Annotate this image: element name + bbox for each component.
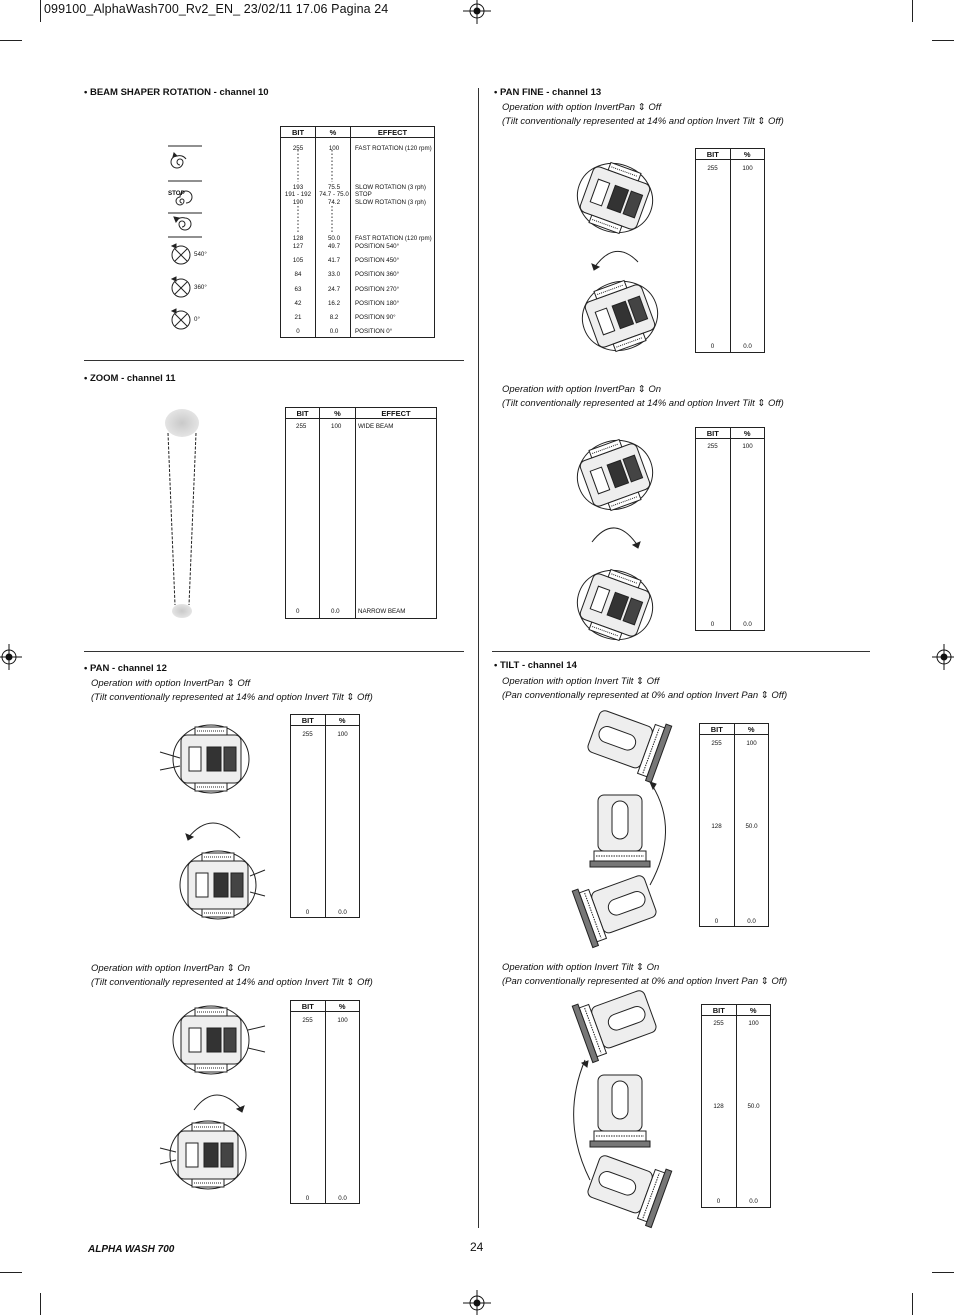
- col-header-effect: EFFECT: [351, 127, 435, 138]
- table-cell-bit: 0: [714, 918, 719, 925]
- fixture-top-view-icon: [573, 271, 668, 361]
- deg0-label: 0°: [194, 316, 200, 323]
- tilt-note-1: (Pan conventionally represented at 0% and option Invert Pan ⇕ Off): [502, 690, 788, 701]
- col-header-bit: BIT: [700, 724, 735, 735]
- fixture-top-view-icon: [568, 430, 663, 520]
- rotation-arrow-icon: [188, 823, 240, 838]
- section-title-pan: • PAN - channel 12: [84, 663, 167, 674]
- table-cell-effect: POSITION 180°: [355, 300, 400, 307]
- table-cell-effect: POSITION 450°: [355, 257, 400, 264]
- table-cell-pct: 24.7: [327, 286, 341, 293]
- fixture-top-view-icon: [568, 560, 663, 650]
- table-cell-pct: 0.0: [338, 909, 347, 916]
- deg540-label: 540°: [194, 251, 207, 258]
- tilt-arrow-icon: [650, 785, 666, 885]
- col-header-bit: BIT: [702, 1005, 737, 1016]
- table-cell-pct: 100: [742, 443, 753, 450]
- section-title-pan-fine: • PAN FINE - channel 13: [494, 87, 602, 98]
- table-cell-pct: 50.0: [745, 823, 758, 830]
- table-cell-pct: 16.2: [327, 300, 341, 307]
- panfine-note-2: (Tilt conventionally represented at 14% and option Invert Tilt ⇕ Off): [502, 398, 784, 409]
- table-cell-bit: 255: [707, 165, 718, 172]
- col-header-pct: %: [730, 149, 765, 160]
- panfine-note-1: (Tilt conventionally represented at 14% and option Invert Tilt ⇕ Off): [502, 116, 784, 127]
- table-cell-bit: 255: [302, 731, 313, 738]
- table-cell-pct: 8.2: [329, 314, 339, 321]
- col-header-effect: EFFECT: [356, 408, 437, 419]
- col-header-pct: %: [325, 715, 360, 726]
- tilt-op-1: Operation with option Invert Tilt ⇕ Off: [502, 676, 660, 687]
- table-cell-pct: 0.0: [329, 328, 339, 335]
- table-cell-bit: 255: [711, 740, 722, 747]
- table-cell-bit: 128: [713, 1103, 724, 1110]
- col-header-pct: %: [316, 127, 351, 138]
- table-cell-bit: 0: [305, 909, 310, 916]
- table-cell-bit: 128: [292, 235, 304, 242]
- table-cell-bit: 84: [294, 271, 302, 278]
- file-header: 099100_AlphaWash700_Rv2_EN_ 23/02/11 17.06 Pagina 24: [44, 2, 389, 16]
- col-header-bit: BIT: [696, 428, 731, 439]
- fixture-top-view-icon: [568, 153, 663, 243]
- rotation-arrow-icon: [592, 528, 638, 546]
- table-cell-bit: 0: [710, 621, 715, 628]
- table-cell-effect: STOP: [355, 191, 372, 198]
- fixture-top-view-icon: [173, 1006, 249, 1074]
- col-header-bit: BIT: [286, 408, 320, 419]
- rotation-arrow-icon: [194, 1095, 242, 1110]
- table-cell-pct: 100: [328, 145, 340, 152]
- table-cell-effect: SLOW ROTATION (3 rph): [355, 199, 426, 206]
- table-cell-effect: POSITION 540°: [355, 243, 400, 250]
- table-cell-bit: 42: [294, 300, 302, 307]
- table-cell-bit: 21: [294, 314, 302, 321]
- table-cell-bit: 193: [292, 184, 304, 191]
- table-cell-effect: FAST ROTATION (120 rpm): [355, 145, 432, 152]
- table-cell-pct: 100: [748, 1020, 759, 1027]
- table-cell-bit: 255: [707, 443, 718, 450]
- col-header-bit: BIT: [291, 1001, 326, 1012]
- col-header-pct: %: [736, 1005, 771, 1016]
- table-cell-bit: 0: [296, 328, 300, 335]
- fixture-side-view-icon: [590, 1075, 650, 1147]
- col-header-pct: %: [734, 724, 769, 735]
- section-title-beam-shaper: • BEAM SHAPER ROTATION - channel 10: [84, 87, 269, 98]
- table-cell-bit: 190: [292, 199, 304, 206]
- table-cell-pct: 33.0: [327, 271, 341, 278]
- fixture-side-view-icon: [584, 702, 672, 783]
- table-cell-effect: POSITION 90°: [355, 314, 396, 321]
- zoom-bottom-pct: 0.0: [331, 608, 340, 615]
- col-header-bit: BIT: [696, 149, 731, 160]
- zoom-top-bit: 255: [296, 423, 307, 430]
- pan-op-2: Operation with option InvertPan ⇕ On: [91, 963, 250, 974]
- table-cell-pct: 100: [337, 1017, 348, 1024]
- fixture-side-view-icon: [572, 982, 660, 1063]
- table-cell-pct: 74.2: [327, 199, 341, 206]
- fixture-side-view-icon: [584, 1147, 672, 1228]
- table-cell-pct: 0.0: [749, 1198, 758, 1205]
- table-cell-effect: POSITION 270°: [355, 286, 400, 293]
- table-cell-bit: 0: [305, 1195, 310, 1202]
- table-cell-pct: 0.0: [338, 1195, 347, 1202]
- table-cell-pct: 0.0: [743, 621, 752, 628]
- footer-product: ALPHA WASH 700: [88, 1244, 175, 1255]
- tilt-arrow-icon: [574, 1060, 590, 1180]
- table-cell-bit: 127: [292, 243, 304, 250]
- rotation-arrow-icon: [594, 251, 638, 268]
- panfine-op-1: Operation with option InvertPan ⇕ Off: [502, 102, 661, 113]
- table-cell-pct: 0.0: [743, 343, 752, 350]
- stop-label: STOP: [168, 190, 185, 197]
- pan-op-1: Operation with option InvertPan ⇕ Off: [91, 678, 250, 689]
- col-header-pct: %: [325, 1001, 360, 1012]
- table-cell-bit: 255: [302, 1017, 313, 1024]
- fixture-top-view-icon: [170, 1121, 246, 1189]
- table-cell-bit: 255: [292, 145, 304, 152]
- fixture-top-view-icon: [180, 851, 256, 919]
- zoom-bottom-effect: NARROW BEAM: [358, 608, 406, 615]
- section-title-zoom: • ZOOM - channel 11: [84, 373, 176, 384]
- table-cell-pct: 41.7: [327, 257, 341, 264]
- col-header-bit: BIT: [291, 715, 326, 726]
- table-cell-bit: 255: [713, 1020, 724, 1027]
- col-header-pct: %: [730, 428, 765, 439]
- fixture-side-view-icon: [572, 867, 660, 948]
- table-cell-bit: 128: [711, 823, 722, 830]
- section-title-tilt: • TILT - channel 14: [494, 660, 577, 671]
- deg360-label: 360°: [194, 284, 207, 291]
- col-header-bit: BIT: [281, 127, 316, 138]
- table-cell-bit: 63: [294, 286, 302, 293]
- table-cell-effect: POSITION 360°: [355, 271, 400, 278]
- table-cell-pct: 74.7 - 75.0: [319, 191, 349, 198]
- table-cell-bit: 0: [710, 343, 715, 350]
- panfine-op-2: Operation with option InvertPan ⇕ On: [502, 384, 661, 395]
- table-cell-pct: 75.5: [327, 184, 341, 191]
- table-cell-pct: 0.0: [747, 918, 756, 925]
- table-cell-bit: 105: [292, 257, 304, 264]
- table-cell-effect: SLOW ROTATION (3 rph): [355, 184, 426, 191]
- table-cell-effect: POSITION 0°: [355, 328, 393, 335]
- zoom-bottom-bit: 0: [296, 608, 300, 615]
- tilt-note-2: (Pan conventionally represented at 0% and option Invert Pan ⇕ Off): [502, 976, 788, 987]
- table-cell-bit: 0: [716, 1198, 721, 1205]
- table-cell-pct: 50.0: [747, 1103, 760, 1110]
- table-cell-pct: 50.0: [327, 235, 341, 242]
- pan-note-1: (Tilt conventionally represented at 14% and option Invert Tilt ⇕ Off): [91, 692, 373, 703]
- table-cell-pct: 49.7: [327, 243, 341, 250]
- fixture-top-view-icon: [173, 725, 249, 793]
- table-cell-pct: 100: [337, 731, 348, 738]
- table-cell-effect: FAST ROTATION (120 rpm): [355, 235, 432, 242]
- tilt-op-2: Operation with option Invert Tilt ⇕ On: [502, 962, 660, 973]
- pan-note-2: (Tilt conventionally represented at 14% and option Invert Tilt ⇕ Off): [91, 977, 373, 988]
- page-number: 24: [470, 1240, 484, 1254]
- table-cell-bit: 191 - 192: [284, 191, 312, 198]
- fixture-side-view-icon: [590, 795, 650, 867]
- table-cell-pct: 100: [746, 740, 757, 747]
- zoom-top-pct: 100: [331, 423, 342, 430]
- table-cell-pct: 100: [742, 165, 753, 172]
- col-header-pct: %: [320, 408, 356, 419]
- zoom-top-effect: WIDE BEAM: [358, 423, 394, 430]
